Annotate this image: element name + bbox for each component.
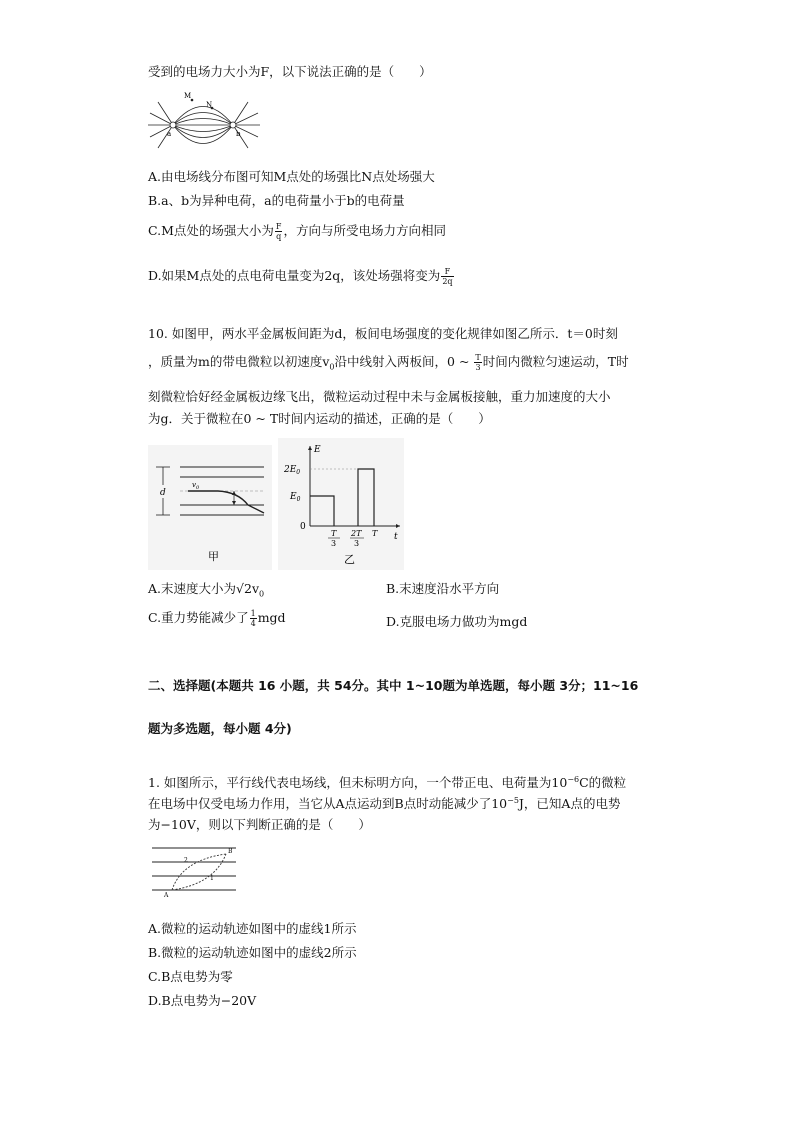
label-path-1: 1: [210, 875, 214, 882]
axis-e-label: E: [314, 445, 321, 455]
tick-2t3-den: 3: [354, 539, 360, 548]
label-b-point: B: [228, 848, 233, 855]
section-2-heading-line-1: 二、选择题(本题共 16 小题，共 54分。其中 1~10题为单选题，每小题 3分；11~16: [148, 678, 639, 693]
tick-t3-den: 3: [331, 539, 337, 548]
q1-option-d: D.B点电势为−20V: [148, 993, 257, 1008]
q9-stem-tail: 受到的电场力大小为F，以下说法正确的是（ ）: [148, 64, 432, 79]
q1-option-b: B.微粒的运动轨迹如图中的虚线2所示: [148, 945, 357, 960]
q10-option-b: B.末速度沿水平方向: [386, 581, 500, 596]
tick-t: T: [372, 529, 378, 538]
label-a: a: [167, 130, 172, 138]
q1-line-2: 在电场中仅受电场力作用，当它从A点运动到B点时动能减少了$10^{-5}J$，已知A点的电势: [148, 795, 621, 811]
q10-line-2: ，质量为m的带电微粒以初速度$v_0$沿中线射入两板间，0 ~ $\frac{T}{3}$ 时间内微粒匀速运动，T时: [148, 353, 629, 372]
tick-2t3-num: 2T: [351, 529, 362, 538]
axis-t-label: t: [394, 532, 398, 542]
caption-jia: 甲: [208, 550, 219, 563]
label-b: b: [236, 130, 241, 138]
q9-option-a: A.由电场线分布图可知M点处的场强比N点处场强大: [148, 169, 435, 184]
tick-origin: 0: [300, 522, 306, 532]
label-n: N: [206, 101, 213, 109]
q10-line-3: 刻微粒恰好经金属板边缘飞出，微粒运动过程中未与金属板接触，重力加速度的大小: [148, 389, 611, 404]
q1-line-1: 1. 如图所示，平行线代表电场线，但未标明方向，一个带正电、电荷量为$10^{-6}C$的微粒: [148, 774, 627, 790]
label-a-point: A: [164, 892, 169, 899]
q10-line-4: 为g．关于微粒在0 ~ T时间内运动的描述，正确的是（ ）: [148, 411, 491, 426]
tick-e0: $E_0$: [290, 492, 301, 503]
q9-option-d: D.如果M点处的点电荷电量变为2q，该处场强将变为 $\frac{F}{2q}$: [148, 267, 453, 286]
parallel-field-figure: [148, 842, 240, 900]
q10-option-d: D.克服电场力做功为mgd: [386, 614, 528, 629]
figure-yi: [278, 438, 404, 570]
tick-2e0: $2E_0$: [284, 465, 301, 476]
q10-option-c: C.重力势能减少了 $\frac{1}{4}$ mgd: [148, 609, 286, 628]
field-lines-figure: [148, 88, 270, 158]
q9-option-c: C.M点处的场强大小为 $\frac{F}{q}$ ，方向与所受电场力方向相同: [148, 222, 446, 241]
section-2-heading-line-2: 题为多选题，每小题 4分): [148, 721, 292, 736]
q10-option-a: A.末速度大小为$√2v_0$: [148, 581, 265, 599]
label-m: M: [184, 92, 192, 100]
tick-t3-num: T: [331, 529, 337, 538]
q1-option-a: A.微粒的运动轨迹如图中的虚线1所示: [148, 921, 357, 936]
q10-line-1: 10. 如图甲，两水平金属板间距为d，板间电场强度的变化规律如图乙所示．t＝0时刻: [148, 326, 618, 341]
figure-jia: [148, 445, 272, 570]
q1-option-c: C.B点电势为零: [148, 969, 233, 984]
q1-line-3: 为−10V，则以下判断正确的是（ ）: [148, 817, 371, 832]
label-path-2: 2: [184, 857, 188, 864]
label-v0: $v_0$: [192, 481, 200, 491]
caption-yi: 乙: [344, 553, 355, 566]
q9-option-b: B.a、b为异种电荷，a的电荷量小于b的电荷量: [148, 193, 405, 208]
label-d: d: [160, 488, 166, 498]
